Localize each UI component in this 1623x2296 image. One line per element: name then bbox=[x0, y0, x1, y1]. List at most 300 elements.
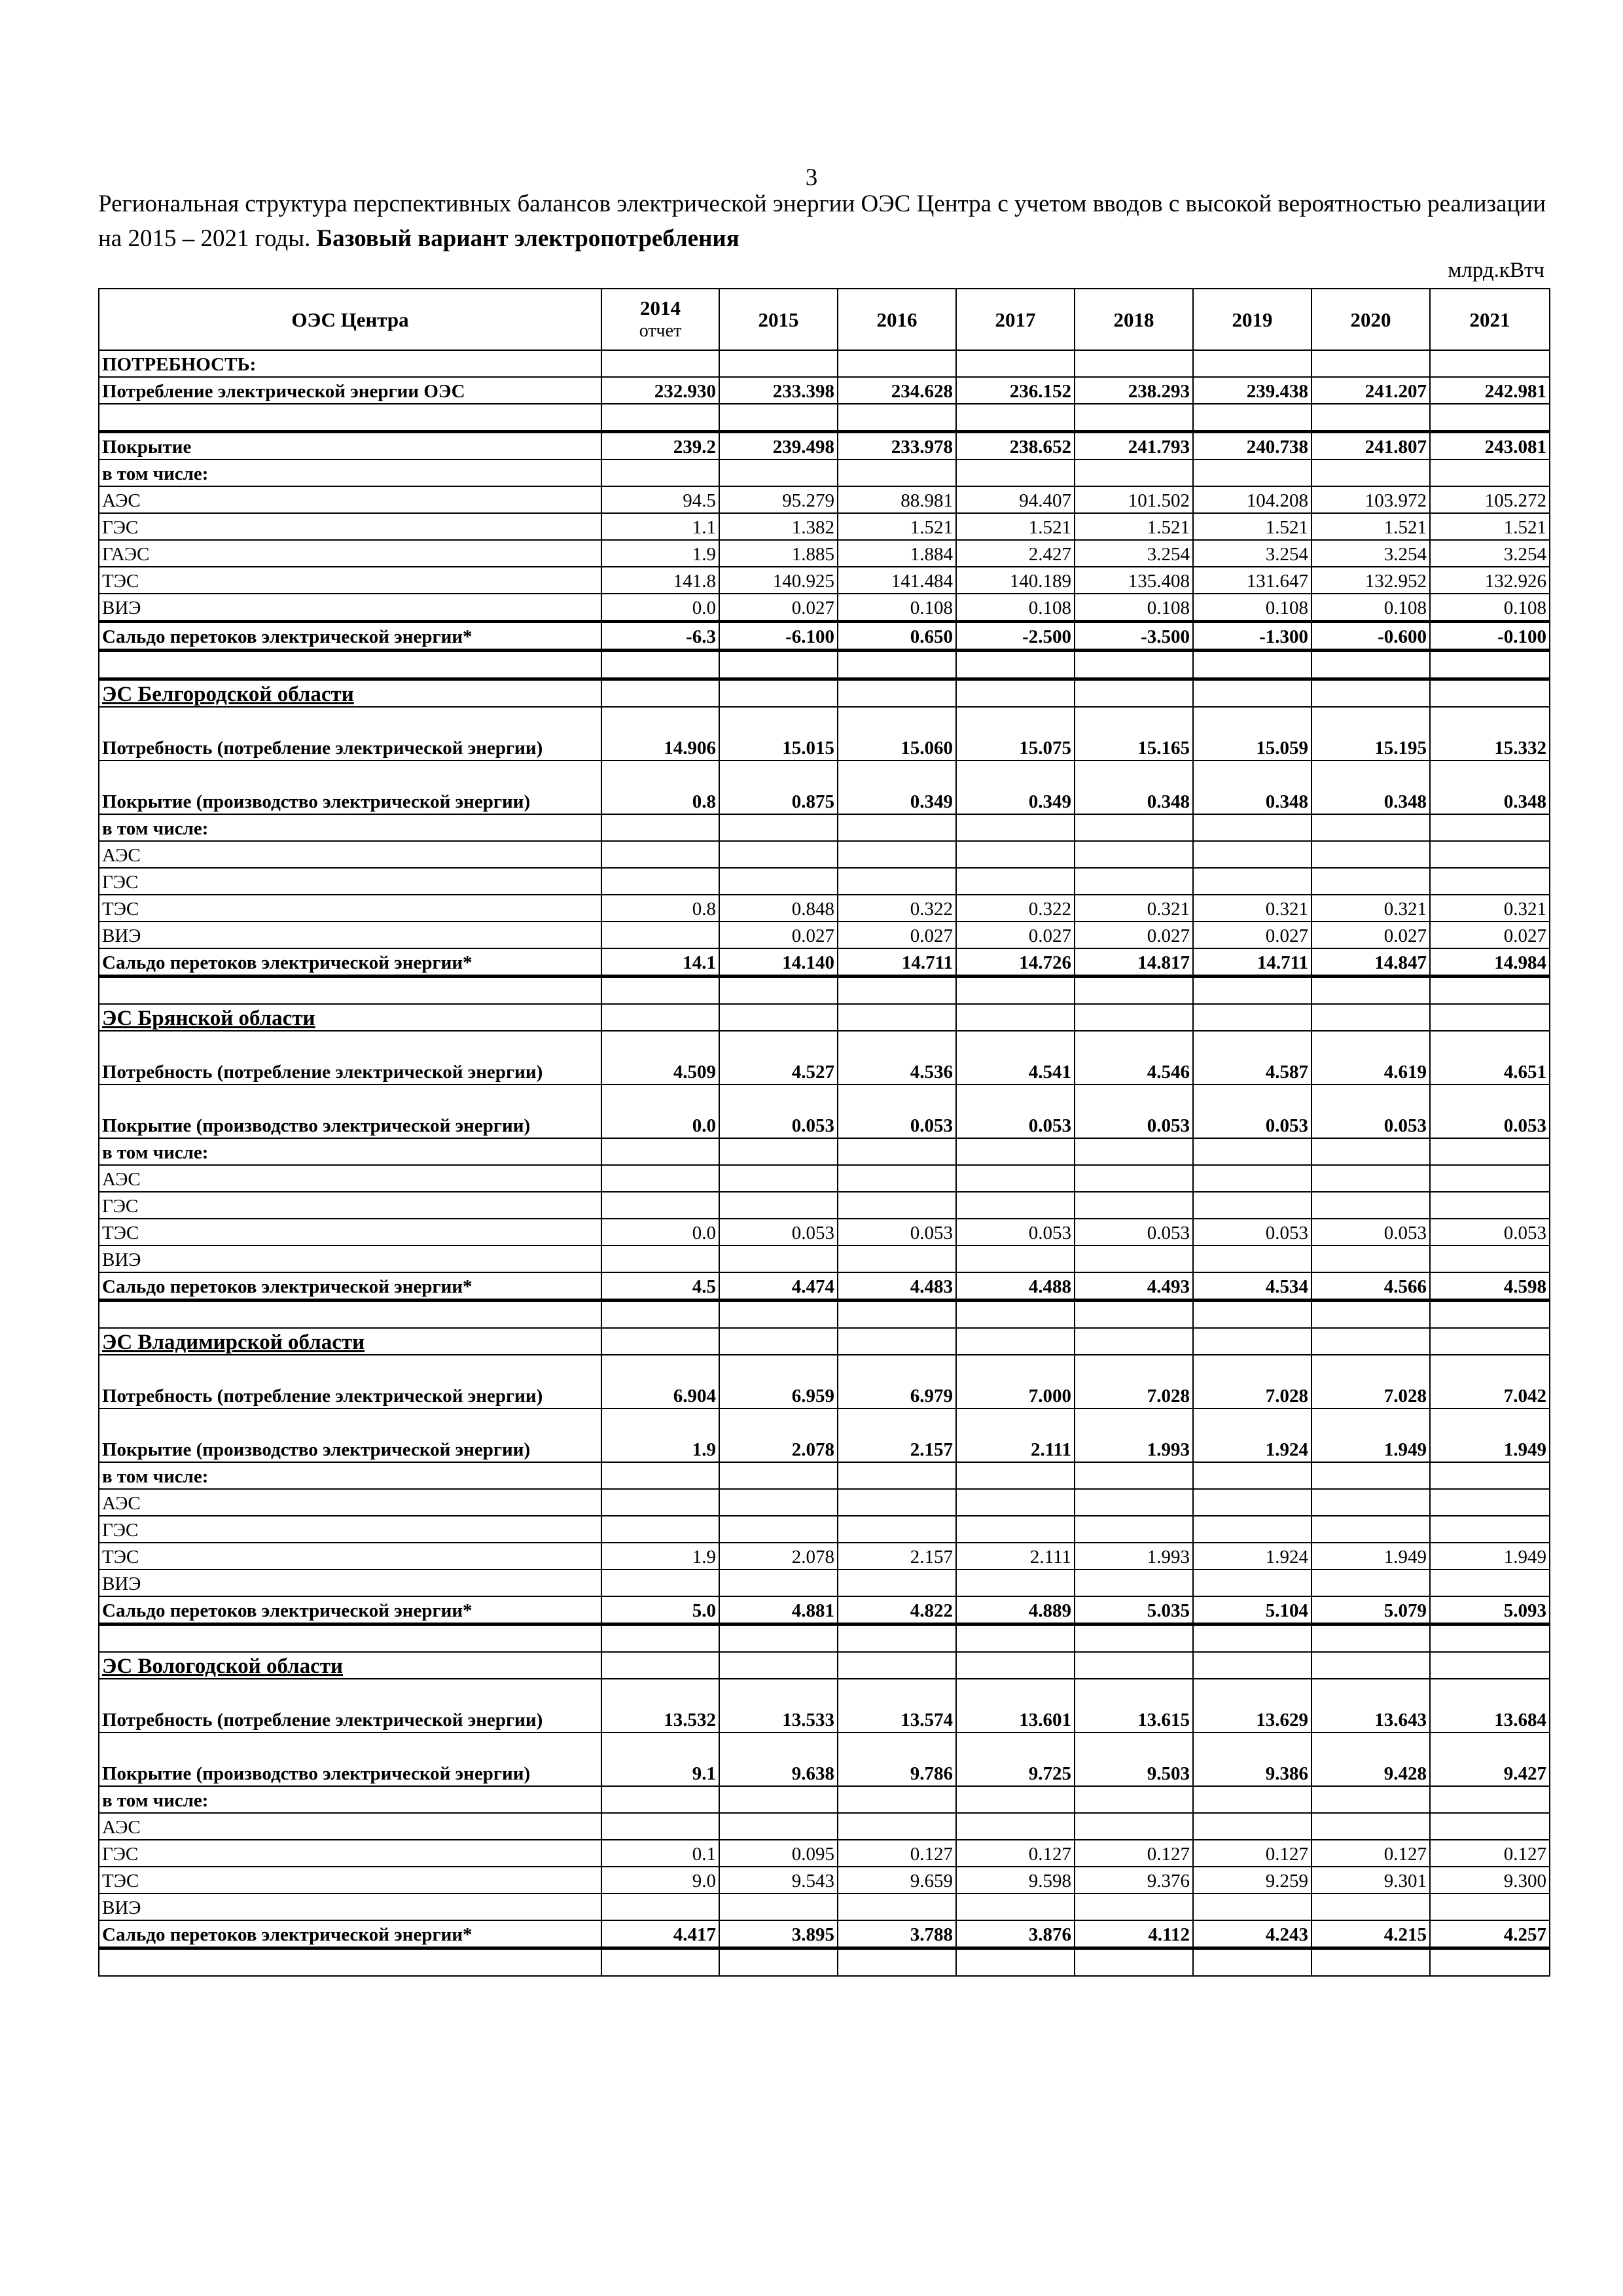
value-cell bbox=[601, 1786, 719, 1813]
value-cell bbox=[1075, 1786, 1193, 1813]
row-label: ТЭС bbox=[99, 895, 601, 922]
table-row bbox=[99, 486, 1550, 513]
value-cell bbox=[1430, 1246, 1550, 1272]
value-cell bbox=[601, 1893, 719, 1920]
value-cell bbox=[1430, 1300, 1550, 1329]
value-cell: 0.053 bbox=[1075, 1219, 1193, 1246]
value-cell: 1.949 bbox=[1430, 1408, 1550, 1462]
value-cell: 132.952 bbox=[1311, 567, 1430, 594]
value-cell: 232.930 bbox=[601, 377, 719, 404]
title-variant: Базовый вариант электропотребления bbox=[316, 225, 740, 252]
value-cell: 1.9 bbox=[601, 540, 719, 567]
value-cell bbox=[719, 459, 838, 486]
value-cell: 241.807 bbox=[1311, 432, 1430, 460]
value-cell bbox=[1075, 814, 1193, 841]
section-title: ЭС Вологодской области bbox=[99, 1652, 601, 1679]
value-cell: 1.521 bbox=[1311, 513, 1430, 540]
value-cell bbox=[1430, 651, 1550, 679]
row-label: АЭС bbox=[99, 1165, 601, 1192]
value-cell bbox=[1430, 814, 1550, 841]
value-cell: 13.629 bbox=[1193, 1679, 1311, 1732]
value-cell: 95.279 bbox=[719, 486, 838, 513]
value-cell: 7.028 bbox=[1193, 1355, 1311, 1408]
value-cell: 4.651 bbox=[1430, 1031, 1550, 1085]
row-label bbox=[99, 1300, 601, 1329]
value-cell: 0.053 bbox=[719, 1085, 838, 1138]
value-cell: 2.157 bbox=[838, 1408, 956, 1462]
value-cell: 9.659 bbox=[838, 1867, 956, 1893]
value-cell bbox=[1311, 1570, 1430, 1596]
value-cell bbox=[838, 1652, 956, 1679]
header-year: 2020 bbox=[1311, 289, 1430, 350]
value-cell: 4.527 bbox=[719, 1031, 838, 1085]
value-cell: 101.502 bbox=[1075, 486, 1193, 513]
value-cell bbox=[601, 1328, 719, 1355]
row-label: Потребление электрической энергии ОЭС bbox=[99, 377, 601, 404]
value-cell bbox=[1430, 1004, 1550, 1031]
value-cell bbox=[838, 1624, 956, 1653]
value-cell bbox=[1430, 868, 1550, 895]
row-label: Потребность (потребление электрической энергии) bbox=[99, 1031, 601, 1085]
value-cell: 0.875 bbox=[719, 761, 838, 814]
value-cell: 105.272 bbox=[1430, 486, 1550, 513]
value-cell bbox=[1311, 1138, 1430, 1165]
header-year: 2015 bbox=[719, 289, 838, 350]
value-cell: 0.0 bbox=[601, 1219, 719, 1246]
section-title: ЭС Владимирской области bbox=[99, 1328, 601, 1355]
row-label: ГЭС bbox=[99, 1840, 601, 1867]
value-cell bbox=[956, 1893, 1075, 1920]
value-cell bbox=[1075, 1004, 1193, 1031]
value-cell: 14.140 bbox=[719, 948, 838, 977]
value-cell: 233.398 bbox=[719, 377, 838, 404]
value-cell: 4.488 bbox=[956, 1272, 1075, 1300]
value-cell bbox=[956, 841, 1075, 868]
value-cell bbox=[719, 1462, 838, 1489]
value-cell: 7.028 bbox=[1075, 1355, 1193, 1408]
value-cell: 1.521 bbox=[1193, 513, 1311, 540]
value-cell bbox=[956, 1462, 1075, 1489]
value-cell: 4.474 bbox=[719, 1272, 838, 1300]
table-row bbox=[99, 513, 1550, 540]
table-row bbox=[99, 1192, 1550, 1219]
value-cell bbox=[601, 1004, 719, 1031]
value-cell bbox=[838, 1300, 956, 1329]
value-cell: 0.348 bbox=[1311, 761, 1430, 814]
spacer-row bbox=[99, 1948, 1550, 1977]
value-cell bbox=[601, 1948, 719, 1977]
table-row bbox=[99, 1920, 1550, 1948]
value-cell: 4.598 bbox=[1430, 1272, 1550, 1300]
value-cell bbox=[838, 868, 956, 895]
value-cell: -0.100 bbox=[1430, 622, 1550, 651]
value-cell bbox=[956, 1138, 1075, 1165]
value-cell bbox=[956, 814, 1075, 841]
row-label: АЭС bbox=[99, 1813, 601, 1840]
value-cell bbox=[1075, 868, 1193, 895]
table-row bbox=[99, 1272, 1550, 1300]
value-cell bbox=[1075, 1165, 1193, 1192]
value-cell bbox=[956, 1813, 1075, 1840]
table-row bbox=[99, 1408, 1550, 1462]
value-cell bbox=[838, 1192, 956, 1219]
value-cell bbox=[1193, 459, 1311, 486]
value-cell: 0.1 bbox=[601, 1840, 719, 1867]
value-cell: 0.322 bbox=[956, 895, 1075, 922]
value-cell bbox=[838, 1165, 956, 1192]
value-cell bbox=[601, 459, 719, 486]
value-cell bbox=[956, 868, 1075, 895]
value-cell: 7.028 bbox=[1311, 1355, 1430, 1408]
value-cell: 0.322 bbox=[838, 895, 956, 922]
value-cell: 4.112 bbox=[1075, 1920, 1193, 1948]
value-cell: 0.127 bbox=[1430, 1840, 1550, 1867]
value-cell: 15.015 bbox=[719, 707, 838, 761]
value-cell: 9.259 bbox=[1193, 1867, 1311, 1893]
value-cell: 1.924 bbox=[1193, 1408, 1311, 1462]
row-label: в том числе: bbox=[99, 1462, 601, 1489]
value-cell bbox=[956, 1489, 1075, 1516]
value-cell: 9.301 bbox=[1311, 1867, 1430, 1893]
row-label bbox=[99, 651, 601, 679]
value-cell bbox=[1430, 1165, 1550, 1192]
value-cell bbox=[1075, 1462, 1193, 1489]
value-cell bbox=[719, 1328, 838, 1355]
value-cell: 9.300 bbox=[1430, 1867, 1550, 1893]
value-cell: 4.536 bbox=[838, 1031, 956, 1085]
table-row bbox=[99, 432, 1550, 460]
value-cell: 13.574 bbox=[838, 1679, 956, 1732]
page-title bbox=[98, 187, 1564, 256]
value-cell: 1.993 bbox=[1075, 1408, 1193, 1462]
value-cell bbox=[719, 977, 838, 1005]
value-cell bbox=[601, 1652, 719, 1679]
value-cell bbox=[601, 868, 719, 895]
value-cell: 15.195 bbox=[1311, 707, 1430, 761]
value-cell bbox=[719, 1516, 838, 1543]
value-cell bbox=[601, 1192, 719, 1219]
table-row bbox=[99, 761, 1550, 814]
value-cell: 0.8 bbox=[601, 895, 719, 922]
value-cell bbox=[601, 1516, 719, 1543]
value-cell: 5.0 bbox=[601, 1596, 719, 1624]
row-label: ВИЭ bbox=[99, 1246, 601, 1272]
value-cell: 0.321 bbox=[1193, 895, 1311, 922]
value-cell: 13.601 bbox=[956, 1679, 1075, 1732]
value-cell bbox=[1311, 977, 1430, 1005]
value-cell: 0.053 bbox=[1075, 1085, 1193, 1138]
value-cell bbox=[1311, 1652, 1430, 1679]
value-cell: 4.889 bbox=[956, 1596, 1075, 1624]
value-cell: 141.484 bbox=[838, 567, 956, 594]
row-label: Потребность (потребление электрической энергии) bbox=[99, 1679, 601, 1732]
value-cell: 2.078 bbox=[719, 1543, 838, 1570]
value-cell: 14.847 bbox=[1311, 948, 1430, 977]
value-cell bbox=[838, 1813, 956, 1840]
value-cell bbox=[1311, 1165, 1430, 1192]
value-cell bbox=[719, 1246, 838, 1272]
value-cell: 0.848 bbox=[719, 895, 838, 922]
value-cell: 243.081 bbox=[1430, 432, 1550, 460]
value-cell: 1.521 bbox=[956, 513, 1075, 540]
value-cell: 0.027 bbox=[1430, 922, 1550, 948]
table-row bbox=[99, 1138, 1550, 1165]
value-cell bbox=[1430, 1652, 1550, 1679]
value-cell bbox=[601, 679, 719, 708]
value-cell: 4.215 bbox=[1311, 1920, 1430, 1948]
value-cell: 4.483 bbox=[838, 1272, 956, 1300]
value-cell: 241.793 bbox=[1075, 432, 1193, 460]
value-cell bbox=[838, 1570, 956, 1596]
value-cell: 6.904 bbox=[601, 1355, 719, 1408]
row-label: ВИЭ bbox=[99, 1893, 601, 1920]
value-cell bbox=[1075, 1813, 1193, 1840]
section-title: ЭС Белгородской области bbox=[99, 679, 601, 708]
value-cell bbox=[601, 1489, 719, 1516]
value-cell: 13.615 bbox=[1075, 1679, 1193, 1732]
value-cell bbox=[1075, 679, 1193, 708]
row-label: ТЭС bbox=[99, 567, 601, 594]
value-cell: 6.979 bbox=[838, 1355, 956, 1408]
value-cell bbox=[1193, 1246, 1311, 1272]
header-year: 2017 bbox=[956, 289, 1075, 350]
value-cell bbox=[1075, 1652, 1193, 1679]
value-cell bbox=[838, 1516, 956, 1543]
value-cell: 14.1 bbox=[601, 948, 719, 977]
value-cell bbox=[601, 1165, 719, 1192]
value-cell bbox=[1430, 1813, 1550, 1840]
value-cell: 239.2 bbox=[601, 432, 719, 460]
value-cell bbox=[719, 868, 838, 895]
value-cell: 4.493 bbox=[1075, 1272, 1193, 1300]
value-cell: 9.786 bbox=[838, 1732, 956, 1786]
value-cell: 140.189 bbox=[956, 567, 1075, 594]
value-cell bbox=[601, 1300, 719, 1329]
value-cell bbox=[719, 651, 838, 679]
value-cell bbox=[1193, 350, 1311, 377]
row-label: Сальдо перетоков электрической энергии* bbox=[99, 622, 601, 651]
header-region: ОЭС Центра bbox=[99, 289, 601, 350]
value-cell bbox=[838, 1246, 956, 1272]
table-row bbox=[99, 459, 1550, 486]
header-row bbox=[99, 289, 1550, 350]
value-cell bbox=[838, 1893, 956, 1920]
header-year-2014 bbox=[601, 289, 719, 350]
value-cell bbox=[1075, 651, 1193, 679]
value-cell: 0.027 bbox=[719, 922, 838, 948]
value-cell bbox=[719, 1624, 838, 1653]
table-row bbox=[99, 567, 1550, 594]
value-cell: 1.949 bbox=[1311, 1543, 1430, 1570]
value-cell: 1.382 bbox=[719, 513, 838, 540]
value-cell bbox=[1311, 1786, 1430, 1813]
table-row bbox=[99, 1543, 1550, 1570]
table-row bbox=[99, 1732, 1550, 1786]
value-cell bbox=[719, 1813, 838, 1840]
value-cell: 0.027 bbox=[1311, 922, 1430, 948]
value-cell: 1.521 bbox=[838, 513, 956, 540]
value-cell bbox=[1430, 1516, 1550, 1543]
value-cell: 0.8 bbox=[601, 761, 719, 814]
value-cell: 15.060 bbox=[838, 707, 956, 761]
value-cell: 242.981 bbox=[1430, 377, 1550, 404]
value-cell bbox=[719, 1786, 838, 1813]
value-cell: 0.321 bbox=[1430, 895, 1550, 922]
table-row bbox=[99, 814, 1550, 841]
value-cell: 141.8 bbox=[601, 567, 719, 594]
value-cell bbox=[601, 1813, 719, 1840]
value-cell: 3.254 bbox=[1075, 540, 1193, 567]
table-row bbox=[99, 1031, 1550, 1085]
value-cell bbox=[601, 841, 719, 868]
value-cell: 0.321 bbox=[1311, 895, 1430, 922]
value-cell bbox=[1311, 350, 1430, 377]
value-cell bbox=[719, 1300, 838, 1329]
value-cell: 4.257 bbox=[1430, 1920, 1550, 1948]
units-label: млрд.кВтч bbox=[1448, 259, 1544, 282]
value-cell: 0.053 bbox=[1430, 1219, 1550, 1246]
header-year: 2019 bbox=[1193, 289, 1311, 350]
value-cell bbox=[1075, 1138, 1193, 1165]
value-cell bbox=[1430, 841, 1550, 868]
value-cell bbox=[1430, 1948, 1550, 1977]
table-row bbox=[99, 841, 1550, 868]
value-cell bbox=[1430, 977, 1550, 1005]
value-cell: 9.725 bbox=[956, 1732, 1075, 1786]
value-cell bbox=[956, 404, 1075, 432]
value-cell: 9.543 bbox=[719, 1867, 838, 1893]
value-cell: 132.926 bbox=[1430, 567, 1550, 594]
value-cell bbox=[1311, 814, 1430, 841]
value-cell: 0.053 bbox=[1193, 1219, 1311, 1246]
value-cell: 238.293 bbox=[1075, 377, 1193, 404]
value-cell bbox=[838, 350, 956, 377]
row-label: Покрытие (производство электрической энергии) bbox=[99, 1732, 601, 1786]
row-label: в том числе: bbox=[99, 459, 601, 486]
value-cell: 0.027 bbox=[719, 594, 838, 622]
value-cell: 5.104 bbox=[1193, 1596, 1311, 1624]
spacer-row bbox=[99, 404, 1550, 432]
row-label: ТЭС bbox=[99, 1543, 601, 1570]
value-cell bbox=[1311, 459, 1430, 486]
value-cell bbox=[956, 350, 1075, 377]
value-cell bbox=[1193, 841, 1311, 868]
value-cell: 1.521 bbox=[1430, 513, 1550, 540]
value-cell bbox=[1193, 1300, 1311, 1329]
value-cell: 0.0 bbox=[601, 594, 719, 622]
value-cell: 0.053 bbox=[1193, 1085, 1311, 1138]
value-cell: -3.500 bbox=[1075, 622, 1193, 651]
value-cell bbox=[956, 1165, 1075, 1192]
value-cell: 0.348 bbox=[1193, 761, 1311, 814]
row-label: Потребность (потребление электрической энергии) bbox=[99, 1355, 601, 1408]
section-header-row bbox=[99, 679, 1550, 708]
table-row bbox=[99, 1570, 1550, 1596]
title-text: Региональная структура перспективных балансов электрической энергии ОЭС Центра с учетом вводов с высокой вероятностью реализации на 2015 – 2021 годы. bbox=[98, 190, 1546, 252]
value-cell bbox=[1430, 679, 1550, 708]
row-label: ГАЭС bbox=[99, 540, 601, 567]
value-cell: 7.042 bbox=[1430, 1355, 1550, 1408]
value-cell bbox=[956, 1786, 1075, 1813]
value-cell bbox=[838, 977, 956, 1005]
value-cell: 0.321 bbox=[1075, 895, 1193, 922]
value-cell bbox=[1430, 350, 1550, 377]
value-cell bbox=[1075, 1948, 1193, 1977]
value-cell: 88.981 bbox=[838, 486, 956, 513]
value-cell: 240.738 bbox=[1193, 432, 1311, 460]
row-label: Сальдо перетоков электрической энергии* bbox=[99, 948, 601, 977]
value-cell bbox=[1193, 1192, 1311, 1219]
value-cell bbox=[719, 841, 838, 868]
table-row bbox=[99, 1893, 1550, 1920]
value-cell: 14.711 bbox=[1193, 948, 1311, 977]
table-row bbox=[99, 594, 1550, 622]
value-cell: 0.127 bbox=[1075, 1840, 1193, 1867]
row-label: АЭС bbox=[99, 486, 601, 513]
value-cell bbox=[1193, 679, 1311, 708]
section-title: ЭС Брянской области bbox=[99, 1004, 601, 1031]
value-cell bbox=[838, 1004, 956, 1031]
table-row bbox=[99, 1596, 1550, 1624]
header-year: 2021 bbox=[1430, 289, 1550, 350]
value-cell: 234.628 bbox=[838, 377, 956, 404]
row-label: ВИЭ bbox=[99, 1570, 601, 1596]
value-cell bbox=[1193, 1138, 1311, 1165]
value-cell bbox=[719, 350, 838, 377]
row-label: Потребность (потребление электрической энергии) bbox=[99, 707, 601, 761]
value-cell bbox=[838, 1462, 956, 1489]
table-row bbox=[99, 1165, 1550, 1192]
row-label: в том числе: bbox=[99, 1138, 601, 1165]
value-cell bbox=[1075, 1246, 1193, 1272]
value-cell: 4.541 bbox=[956, 1031, 1075, 1085]
value-cell: 5.093 bbox=[1430, 1596, 1550, 1624]
value-cell bbox=[838, 679, 956, 708]
value-cell: 3.254 bbox=[1311, 540, 1430, 567]
value-cell: 4.417 bbox=[601, 1920, 719, 1948]
row-label: ГЭС bbox=[99, 1192, 601, 1219]
value-cell bbox=[1193, 1328, 1311, 1355]
value-cell: 14.984 bbox=[1430, 948, 1550, 977]
value-cell bbox=[1193, 1489, 1311, 1516]
value-cell bbox=[601, 814, 719, 841]
table-row bbox=[99, 1489, 1550, 1516]
table-row bbox=[99, 1516, 1550, 1543]
value-cell: 2.111 bbox=[956, 1408, 1075, 1462]
row-label bbox=[99, 404, 601, 432]
value-cell: 4.534 bbox=[1193, 1272, 1311, 1300]
value-cell bbox=[838, 841, 956, 868]
value-cell bbox=[601, 977, 719, 1005]
value-cell bbox=[1193, 404, 1311, 432]
value-cell: 15.059 bbox=[1193, 707, 1311, 761]
value-cell bbox=[1193, 1786, 1311, 1813]
value-cell bbox=[1311, 1489, 1430, 1516]
table-row bbox=[99, 1355, 1550, 1408]
value-cell: 15.332 bbox=[1430, 707, 1550, 761]
value-cell: 1.885 bbox=[719, 540, 838, 567]
value-cell bbox=[1193, 1570, 1311, 1596]
row-label: Сальдо перетоков электрической энергии* bbox=[99, 1596, 601, 1624]
value-cell: 0.108 bbox=[838, 594, 956, 622]
value-cell: 9.503 bbox=[1075, 1732, 1193, 1786]
row-label: ПОТРЕБНОСТЬ: bbox=[99, 350, 601, 377]
value-cell: 4.822 bbox=[838, 1596, 956, 1624]
value-cell bbox=[1193, 1813, 1311, 1840]
value-cell: 233.978 bbox=[838, 432, 956, 460]
value-cell: 0.027 bbox=[1075, 922, 1193, 948]
value-cell: 241.207 bbox=[1311, 377, 1430, 404]
